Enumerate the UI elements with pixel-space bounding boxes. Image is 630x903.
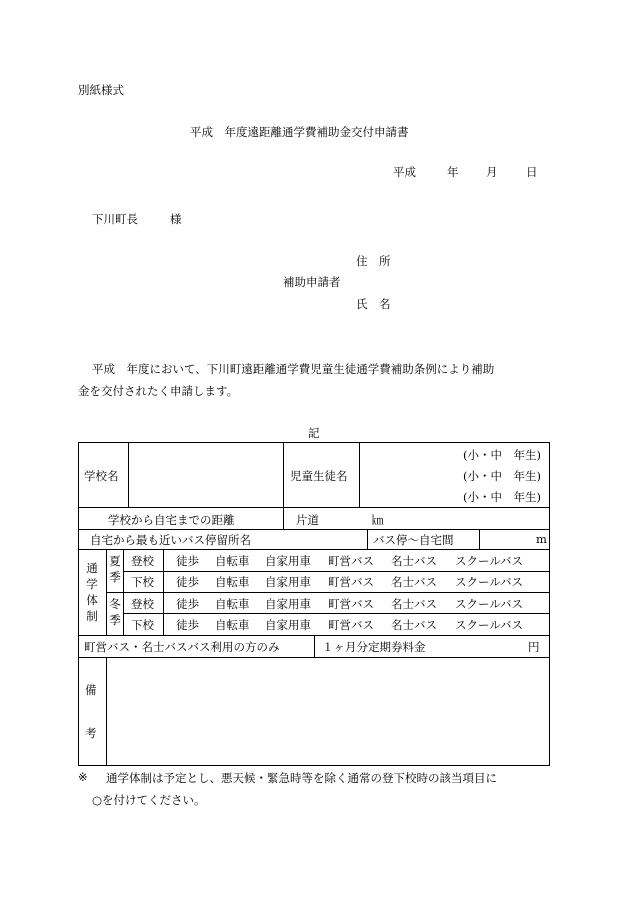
nearest-stop-field[interactable]	[284, 530, 366, 548]
commute-option[interactable]: 名士バス	[391, 554, 437, 568]
commute-option[interactable]: 自転車	[215, 618, 250, 632]
commute-option[interactable]: 自転車	[215, 575, 250, 589]
commute-option[interactable]: 自転車	[215, 597, 250, 611]
document-title: 平成 年度遠距離通学費補助金交付申請書	[190, 125, 409, 139]
commute-option[interactable]: 自転車	[215, 554, 250, 568]
name-label: 氏 名	[356, 297, 391, 311]
pass-fee-label: １ヶ月分定期券料金	[322, 640, 426, 654]
commute-direction: 下校	[131, 575, 154, 589]
commute-direction: 下校	[131, 618, 154, 632]
commute-option[interactable]: 徒歩	[176, 597, 199, 611]
summer-label: 夏季	[109, 554, 121, 584]
bus-users-label: 町営バス・名士バスバス利用の方のみ	[84, 640, 280, 654]
commute-option[interactable]: 町営バス	[328, 597, 374, 611]
one-way-label: 片道	[296, 513, 319, 527]
remarks-label-top: 備	[85, 683, 97, 697]
nearest-stop-label: 自宅から最も近いバス停留所名	[90, 533, 251, 547]
footnote-mark: ※	[78, 770, 88, 784]
address-label: 住 所	[356, 254, 391, 268]
stop-to-home-field[interactable]	[480, 530, 530, 548]
grade-option-1[interactable]: (小・中 年生)	[463, 448, 541, 462]
commute-option[interactable]: スクールバス	[455, 575, 523, 589]
body-line-2: 金を交付されたく申請します。	[78, 384, 239, 398]
form-label: 別紙様式	[78, 83, 124, 97]
commute-system-label: 通学体制	[86, 561, 98, 623]
commute-option[interactable]: 徒歩	[176, 575, 199, 589]
student-name-field[interactable]	[360, 443, 464, 506]
commute-option[interactable]: スクールバス	[455, 618, 523, 632]
date-day: 日	[526, 165, 538, 179]
applicant-label: 補助申請者	[283, 275, 341, 289]
date-year: 年	[447, 165, 459, 179]
grade-option-2[interactable]: (小・中 年生)	[463, 469, 541, 483]
commute-direction: 登校	[131, 554, 154, 568]
footnote-line-1: 通学体制は予定とし、悪天候・緊急時等を除く通常の登下校時の該当項目に	[106, 771, 497, 785]
commute-option[interactable]: 町営バス	[328, 575, 374, 589]
commute-option[interactable]: 自家用車	[265, 554, 311, 568]
commute-option[interactable]: 名士バス	[391, 597, 437, 611]
addressee-name: 下川町長	[92, 212, 138, 226]
remarks-label-bottom: 考	[85, 726, 97, 740]
application-table	[78, 442, 550, 766]
stop-to-home-label: バス停～自宅間	[373, 533, 454, 547]
commute-option[interactable]: 自家用車	[265, 618, 311, 632]
commute-option[interactable]: 町営バス	[328, 618, 374, 632]
pass-fee-field[interactable]	[438, 636, 524, 656]
distance-field[interactable]	[328, 509, 370, 527]
student-name-label: 児童生徒名	[290, 469, 348, 483]
commute-option[interactable]: 名士バス	[391, 618, 437, 632]
commute-option[interactable]: 町営バス	[328, 554, 374, 568]
commute-option[interactable]: スクールバス	[455, 597, 523, 611]
distance-label: 学校から自宅までの距離	[108, 513, 235, 527]
commute-option[interactable]: 自家用車	[265, 597, 311, 611]
footnote-line-2: ○を付けてください。	[92, 793, 206, 807]
commute-option[interactable]: 徒歩	[176, 554, 199, 568]
km-unit: ㎞	[372, 513, 384, 527]
commute-option[interactable]: スクールバス	[455, 554, 523, 568]
school-name-label: 学校名	[84, 469, 119, 483]
yen-unit: 円	[528, 640, 540, 654]
addressee-honorific: 様	[170, 212, 182, 226]
date-era: 平成	[393, 165, 416, 179]
date-month: 月	[486, 165, 498, 179]
school-name-field[interactable]	[129, 443, 282, 506]
record-label: 記	[308, 426, 320, 440]
commute-option[interactable]: 名士バス	[391, 575, 437, 589]
m-unit: m	[536, 532, 547, 546]
remarks-field[interactable]	[107, 658, 549, 765]
grade-option-3[interactable]: (小・中 年生)	[463, 490, 541, 504]
commute-direction: 登校	[131, 597, 154, 611]
commute-option[interactable]: 自家用車	[265, 575, 311, 589]
commute-option[interactable]: 徒歩	[176, 618, 199, 632]
winter-label: 冬季	[109, 597, 121, 627]
body-line-1: 平成 年度において、下川町遠距離通学費児童生徒通学費補助条例により補助	[92, 362, 495, 376]
